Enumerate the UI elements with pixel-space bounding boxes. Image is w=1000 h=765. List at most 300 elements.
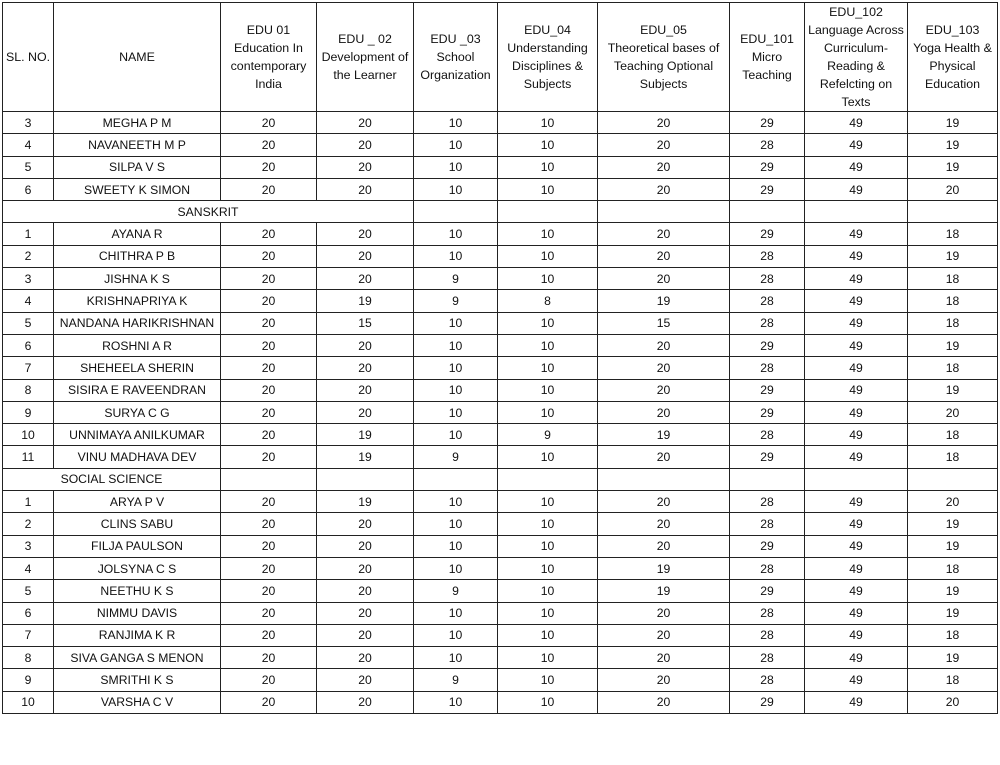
student-name: SWEETY K SIMON — [54, 178, 221, 200]
mark-cell: 20 — [317, 401, 414, 423]
mark-cell: 29 — [730, 691, 805, 713]
mark-cell: 10 — [498, 401, 598, 423]
mark-cell: 19 — [317, 446, 414, 468]
mark-cell: 19 — [598, 424, 730, 446]
mark-cell: 28 — [730, 424, 805, 446]
mark-cell: 20 — [317, 245, 414, 267]
empty-cell — [498, 468, 598, 490]
table-row — [3, 401, 998, 423]
mark-cell: 49 — [805, 357, 908, 379]
mark-cell: 29 — [730, 156, 805, 178]
subject-code: EDU_101 — [740, 32, 794, 46]
mark-cell: 10 — [498, 691, 598, 713]
mark-cell: 9 — [414, 580, 498, 602]
subject-code: EDU_102 — [829, 5, 883, 19]
mark-cell: 10 — [414, 134, 498, 156]
mark-cell: 20 — [317, 112, 414, 134]
serial-number: 2 — [3, 513, 54, 535]
mark-cell: 20 — [317, 223, 414, 245]
mark-cell: 28 — [730, 602, 805, 624]
mark-cell: 49 — [805, 602, 908, 624]
mark-cell: 19 — [908, 134, 998, 156]
student-name: SHEHEELA SHERIN — [54, 357, 221, 379]
student-name: FILJA PAULSON — [54, 535, 221, 557]
serial-number: 1 — [3, 491, 54, 513]
mark-cell: 8 — [498, 290, 598, 312]
mark-cell: 49 — [805, 624, 908, 646]
mark-cell: 19 — [908, 513, 998, 535]
mark-cell: 20 — [598, 602, 730, 624]
mark-cell: 10 — [414, 491, 498, 513]
mark-cell: 29 — [730, 580, 805, 602]
mark-cell: 20 — [598, 112, 730, 134]
mark-cell: 20 — [221, 290, 317, 312]
mark-cell: 20 — [598, 491, 730, 513]
mark-cell: 10 — [498, 134, 598, 156]
mark-cell: 20 — [221, 312, 317, 334]
mark-cell: 19 — [908, 112, 998, 134]
mark-cell: 49 — [805, 379, 908, 401]
subject-title: Education In contemporary India — [230, 41, 307, 91]
mark-cell: 19 — [908, 647, 998, 669]
mark-cell: 19 — [908, 602, 998, 624]
empty-cell — [805, 201, 908, 223]
mark-cell: 20 — [221, 647, 317, 669]
mark-cell: 20 — [221, 446, 317, 468]
subject-code: EDU _03 — [430, 32, 481, 46]
student-name: NAVANEETH M P — [54, 134, 221, 156]
mark-cell: 49 — [805, 134, 908, 156]
mark-cell: 49 — [805, 491, 908, 513]
mark-cell: 10 — [498, 491, 598, 513]
subject-title: School Organization — [420, 50, 491, 82]
mark-cell: 20 — [221, 401, 317, 423]
mark-cell: 20 — [221, 156, 317, 178]
mark-cell: 15 — [317, 312, 414, 334]
subject-code: EDU 01 — [246, 23, 291, 37]
mark-cell: 10 — [498, 334, 598, 356]
mark-cell: 10 — [414, 647, 498, 669]
mark-cell: 20 — [317, 178, 414, 200]
mark-cell: 10 — [414, 557, 498, 579]
serial-number: 5 — [3, 156, 54, 178]
mark-cell: 10 — [414, 691, 498, 713]
empty-cell — [730, 201, 805, 223]
mark-cell: 10 — [498, 357, 598, 379]
serial-number: 4 — [3, 290, 54, 312]
mark-cell: 28 — [730, 245, 805, 267]
empty-cell — [598, 201, 730, 223]
table-row — [3, 379, 998, 401]
student-name: RANJIMA K R — [54, 624, 221, 646]
table-body — [3, 112, 998, 714]
mark-cell: 9 — [498, 424, 598, 446]
mark-cell: 28 — [730, 357, 805, 379]
serial-number: 5 — [3, 580, 54, 602]
mark-cell: 20 — [598, 178, 730, 200]
table-row — [3, 357, 998, 379]
mark-cell: 10 — [498, 178, 598, 200]
mark-cell: 20 — [908, 401, 998, 423]
mark-cell: 20 — [221, 178, 317, 200]
subject-title: Theoretical bases of Teaching Optional Subjects — [607, 41, 720, 91]
serial-number: 3 — [3, 112, 54, 134]
empty-cell — [317, 468, 414, 490]
empty-cell — [221, 468, 317, 490]
mark-cell: 9 — [414, 290, 498, 312]
mark-cell: 19 — [908, 245, 998, 267]
mark-cell: 29 — [730, 535, 805, 557]
mark-cell: 20 — [221, 424, 317, 446]
mark-cell: 19 — [317, 491, 414, 513]
table-row — [3, 491, 998, 513]
serial-number: 8 — [3, 647, 54, 669]
mark-cell: 18 — [908, 312, 998, 334]
mark-cell: 28 — [730, 669, 805, 691]
student-name: ROSHNI A R — [54, 334, 221, 356]
empty-cell — [414, 468, 498, 490]
student-name: SIVA GANGA S MENON — [54, 647, 221, 669]
table-row — [3, 580, 998, 602]
mark-cell: 18 — [908, 290, 998, 312]
mark-cell: 49 — [805, 669, 908, 691]
serial-number: 4 — [3, 134, 54, 156]
serial-number: 3 — [3, 268, 54, 290]
student-name: AYANA R — [54, 223, 221, 245]
header-edu102 — [805, 3, 908, 112]
table-row — [3, 557, 998, 579]
mark-cell: 20 — [221, 268, 317, 290]
mark-cell: 19 — [598, 557, 730, 579]
mark-cell: 10 — [498, 624, 598, 646]
mark-cell: 20 — [598, 624, 730, 646]
mark-cell: 20 — [908, 491, 998, 513]
serial-number: 1 — [3, 223, 54, 245]
serial-number: 5 — [3, 312, 54, 334]
mark-cell: 20 — [317, 691, 414, 713]
student-name: CLINS SABU — [54, 513, 221, 535]
table-row — [3, 290, 998, 312]
mark-cell: 20 — [317, 557, 414, 579]
mark-cell: 20 — [221, 624, 317, 646]
mark-cell: 10 — [414, 513, 498, 535]
serial-number: 10 — [3, 691, 54, 713]
mark-cell: 49 — [805, 557, 908, 579]
student-name: MEGHA P M — [54, 112, 221, 134]
table-row — [3, 112, 998, 134]
mark-cell: 28 — [730, 557, 805, 579]
mark-cell: 20 — [598, 223, 730, 245]
header-sl-no: SL. NO. — [3, 3, 54, 112]
mark-cell: 29 — [730, 401, 805, 423]
mark-cell: 10 — [498, 446, 598, 468]
mark-cell: 20 — [598, 357, 730, 379]
serial-number: 8 — [3, 379, 54, 401]
mark-cell: 10 — [414, 112, 498, 134]
subject-title: Yoga Health & Physical Education — [913, 41, 992, 91]
mark-cell: 10 — [498, 669, 598, 691]
mark-cell: 20 — [221, 245, 317, 267]
mark-cell: 9 — [414, 446, 498, 468]
mark-cell: 18 — [908, 669, 998, 691]
table-row — [3, 268, 998, 290]
mark-cell: 10 — [414, 312, 498, 334]
mark-cell: 19 — [908, 580, 998, 602]
mark-cell: 20 — [598, 379, 730, 401]
header-edu101 — [730, 3, 805, 112]
table-row — [3, 178, 998, 200]
table-row — [3, 535, 998, 557]
student-name: JISHNA K S — [54, 268, 221, 290]
empty-cell — [805, 468, 908, 490]
empty-cell — [498, 201, 598, 223]
mark-cell: 10 — [414, 602, 498, 624]
mark-cell: 20 — [221, 513, 317, 535]
table-row — [3, 223, 998, 245]
mark-cell: 49 — [805, 580, 908, 602]
mark-cell: 49 — [805, 268, 908, 290]
mark-cell: 49 — [805, 156, 908, 178]
mark-cell: 10 — [498, 535, 598, 557]
mark-cell: 10 — [498, 557, 598, 579]
serial-number: 7 — [3, 357, 54, 379]
mark-cell: 10 — [414, 223, 498, 245]
section-label: SOCIAL SCIENCE — [3, 468, 221, 490]
empty-cell — [908, 468, 998, 490]
mark-cell: 49 — [805, 691, 908, 713]
mark-cell: 10 — [414, 245, 498, 267]
mark-cell: 10 — [498, 156, 598, 178]
mark-cell: 20 — [317, 602, 414, 624]
mark-cell: 20 — [317, 669, 414, 691]
mark-cell: 20 — [598, 535, 730, 557]
mark-cell: 29 — [730, 112, 805, 134]
empty-cell — [730, 468, 805, 490]
mark-cell: 29 — [730, 379, 805, 401]
header-edu05 — [598, 3, 730, 112]
mark-cell: 49 — [805, 535, 908, 557]
mark-cell: 19 — [317, 424, 414, 446]
serial-number: 11 — [3, 446, 54, 468]
subject-code: EDU_05 — [640, 23, 687, 37]
serial-number: 7 — [3, 624, 54, 646]
mark-cell: 20 — [598, 156, 730, 178]
mark-cell: 10 — [498, 580, 598, 602]
table-row — [3, 334, 998, 356]
serial-number: 9 — [3, 669, 54, 691]
mark-cell: 20 — [221, 134, 317, 156]
mark-cell: 20 — [598, 647, 730, 669]
mark-cell: 20 — [598, 134, 730, 156]
serial-number: 6 — [3, 602, 54, 624]
subject-title: Understanding Disciplines & Subjects — [507, 41, 588, 91]
header-edu03 — [414, 3, 498, 112]
mark-cell: 20 — [221, 334, 317, 356]
mark-cell: 20 — [317, 379, 414, 401]
mark-cell: 49 — [805, 647, 908, 669]
section-row — [3, 201, 998, 223]
mark-cell: 49 — [805, 513, 908, 535]
mark-cell: 20 — [317, 134, 414, 156]
header-edu103 — [908, 3, 998, 112]
mark-cell: 18 — [908, 268, 998, 290]
table-row — [3, 424, 998, 446]
table-row — [3, 691, 998, 713]
mark-cell: 19 — [908, 379, 998, 401]
empty-cell — [598, 468, 730, 490]
mark-cell: 10 — [498, 379, 598, 401]
mark-cell: 10 — [498, 245, 598, 267]
header-edu04 — [498, 3, 598, 112]
mark-cell: 20 — [221, 357, 317, 379]
mark-cell: 20 — [221, 602, 317, 624]
mark-cell: 28 — [730, 513, 805, 535]
mark-cell: 49 — [805, 446, 908, 468]
mark-cell: 28 — [730, 647, 805, 669]
header-edu02 — [317, 3, 414, 112]
mark-cell: 49 — [805, 312, 908, 334]
section-label: SANSKRIT — [3, 201, 414, 223]
serial-number: 9 — [3, 401, 54, 423]
mark-cell: 20 — [317, 624, 414, 646]
mark-cell: 49 — [805, 223, 908, 245]
mark-cell: 20 — [908, 691, 998, 713]
mark-cell: 18 — [908, 223, 998, 245]
subject-title: Development of the Learner — [321, 50, 409, 82]
empty-cell — [414, 201, 498, 223]
mark-cell: 20 — [221, 691, 317, 713]
serial-number: 6 — [3, 178, 54, 200]
mark-cell: 28 — [730, 491, 805, 513]
header-edu01 — [221, 3, 317, 112]
mark-cell: 49 — [805, 424, 908, 446]
mark-cell: 20 — [317, 334, 414, 356]
student-name: NANDANA HARIKRISHNAN — [54, 312, 221, 334]
serial-number: 4 — [3, 557, 54, 579]
mark-cell: 20 — [317, 156, 414, 178]
mark-cell: 49 — [805, 178, 908, 200]
mark-cell: 49 — [805, 245, 908, 267]
mark-cell: 19 — [598, 580, 730, 602]
table-row — [3, 156, 998, 178]
mark-cell: 20 — [598, 401, 730, 423]
mark-cell: 18 — [908, 446, 998, 468]
mark-cell: 10 — [498, 647, 598, 669]
mark-cell: 10 — [498, 602, 598, 624]
mark-cell: 9 — [414, 669, 498, 691]
mark-cell: 19 — [908, 535, 998, 557]
mark-cell: 10 — [414, 334, 498, 356]
mark-cell: 20 — [908, 178, 998, 200]
mark-cell: 20 — [317, 357, 414, 379]
mark-cell: 10 — [414, 424, 498, 446]
mark-cell: 28 — [730, 290, 805, 312]
subject-code: EDU _ 02 — [338, 32, 392, 46]
table-row — [3, 134, 998, 156]
mark-cell: 10 — [414, 156, 498, 178]
student-name: ARYA P V — [54, 491, 221, 513]
mark-cell: 15 — [598, 312, 730, 334]
mark-cell: 20 — [598, 268, 730, 290]
table-row — [3, 669, 998, 691]
mark-cell: 19 — [908, 156, 998, 178]
table-row — [3, 602, 998, 624]
mark-cell: 10 — [414, 535, 498, 557]
mark-cell: 20 — [221, 223, 317, 245]
mark-cell: 18 — [908, 624, 998, 646]
student-name: VARSHA C V — [54, 691, 221, 713]
mark-cell: 10 — [498, 112, 598, 134]
mark-cell: 19 — [908, 334, 998, 356]
student-name: KRISHNAPRIYA K — [54, 290, 221, 312]
mark-cell: 20 — [317, 513, 414, 535]
mark-cell: 20 — [221, 580, 317, 602]
mark-cell: 18 — [908, 424, 998, 446]
student-name: CHITHRA P B — [54, 245, 221, 267]
mark-cell: 20 — [598, 245, 730, 267]
serial-number: 3 — [3, 535, 54, 557]
mark-cell: 20 — [598, 669, 730, 691]
student-name: SILPA V S — [54, 156, 221, 178]
mark-cell: 10 — [414, 379, 498, 401]
mark-cell: 20 — [221, 112, 317, 134]
mark-cell: 20 — [598, 446, 730, 468]
mark-cell: 20 — [221, 379, 317, 401]
serial-number: 6 — [3, 334, 54, 356]
subject-title: Language Across Curriculum- Reading & Refelcting on Texts — [808, 23, 904, 109]
table-row — [3, 245, 998, 267]
table-row — [3, 513, 998, 535]
mark-cell: 20 — [598, 691, 730, 713]
mark-cell: 20 — [317, 647, 414, 669]
mark-cell: 10 — [414, 357, 498, 379]
mark-cell: 28 — [730, 312, 805, 334]
student-name: VINU MADHAVA DEV — [54, 446, 221, 468]
mark-cell: 10 — [414, 178, 498, 200]
mark-cell: 29 — [730, 334, 805, 356]
subject-title: Micro Teaching — [742, 50, 792, 82]
table-row — [3, 647, 998, 669]
mark-cell: 28 — [730, 134, 805, 156]
mark-cell: 20 — [598, 513, 730, 535]
mark-cell: 49 — [805, 112, 908, 134]
mark-cell: 10 — [498, 513, 598, 535]
marks-table — [2, 2, 998, 714]
table-row — [3, 624, 998, 646]
mark-cell: 19 — [598, 290, 730, 312]
mark-cell: 49 — [805, 401, 908, 423]
subject-code: EDU_04 — [524, 23, 571, 37]
mark-cell: 20 — [317, 268, 414, 290]
student-name: SMRITHI K S — [54, 669, 221, 691]
mark-cell: 10 — [498, 268, 598, 290]
mark-cell: 29 — [730, 223, 805, 245]
section-row — [3, 468, 998, 490]
mark-cell: 10 — [498, 223, 598, 245]
mark-cell: 10 — [414, 401, 498, 423]
serial-number: 10 — [3, 424, 54, 446]
mark-cell: 49 — [805, 290, 908, 312]
mark-cell: 10 — [414, 624, 498, 646]
mark-cell: 10 — [498, 312, 598, 334]
student-name: NEETHU K S — [54, 580, 221, 602]
mark-cell: 18 — [908, 357, 998, 379]
mark-cell: 20 — [221, 669, 317, 691]
student-name: NIMMU DAVIS — [54, 602, 221, 624]
serial-number: 2 — [3, 245, 54, 267]
mark-cell: 20 — [598, 334, 730, 356]
table-row — [3, 312, 998, 334]
